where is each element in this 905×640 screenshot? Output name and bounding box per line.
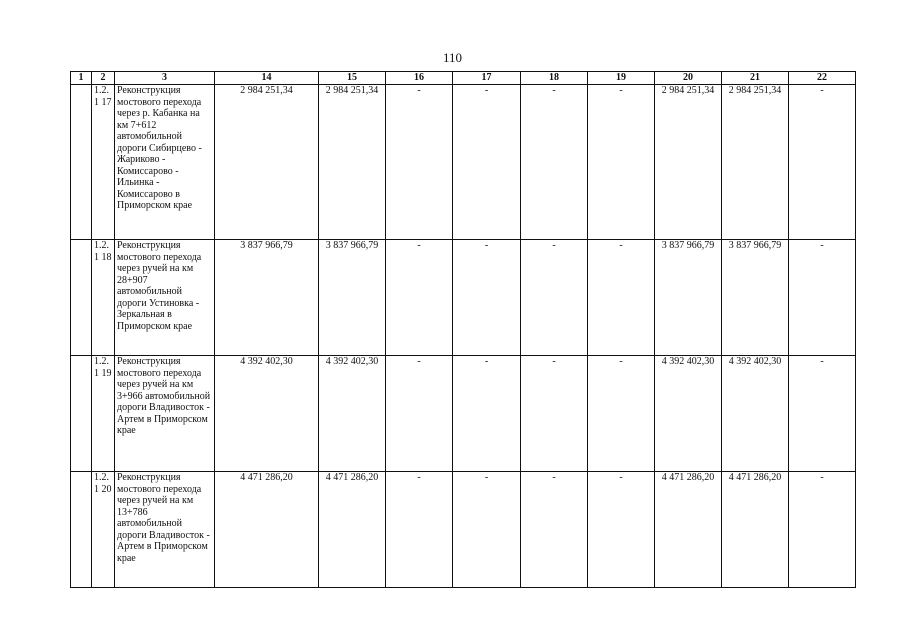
value-cell-14: 2 984 251,34	[215, 85, 319, 240]
column-header: 22	[789, 72, 856, 85]
value-cell-18: -	[521, 240, 588, 356]
item-code-cell: 1.2.1 18	[92, 240, 115, 356]
column-header: 1	[71, 72, 92, 85]
header-row	[71, 72, 856, 85]
value-cell-17: -	[453, 240, 521, 356]
value-cell-16: -	[386, 356, 453, 472]
column-header: 19	[588, 72, 655, 85]
row-index-cell	[71, 85, 92, 240]
item-name-cell: Реконструкция мостового перехода через р. Кабанка на км 7+612 автомобильной дороги Сибирцево - Жариково - Комиссарово - Ильинка - Комиссарово в Приморском крае	[115, 85, 215, 240]
item-code-cell: 1.2.1 20	[92, 472, 115, 588]
value-cell-15: 4 392 402,30	[319, 356, 386, 472]
column-header: 16	[386, 72, 453, 85]
value-cell-21: 3 837 966,79	[722, 240, 789, 356]
value-cell-20: 2 984 251,34	[655, 85, 722, 240]
column-header: 2	[92, 72, 115, 85]
table-row	[71, 85, 856, 240]
table-row	[71, 240, 856, 356]
value-cell-19: -	[588, 356, 655, 472]
value-cell-21: 4 392 402,30	[722, 356, 789, 472]
column-header: 14	[215, 72, 319, 85]
value-cell-20: 4 471 286,20	[655, 472, 722, 588]
value-cell-15: 4 471 286,20	[319, 472, 386, 588]
row-index-cell	[71, 472, 92, 588]
value-cell-22: -	[789, 472, 856, 588]
budget-table	[70, 71, 856, 588]
page-number: 110	[442, 50, 463, 65]
value-cell-20: 4 392 402,30	[655, 356, 722, 472]
column-header: 17	[453, 72, 521, 85]
value-cell-14: 3 837 966,79	[215, 240, 319, 356]
value-cell-17: -	[453, 85, 521, 240]
value-cell-20: 3 837 966,79	[655, 240, 722, 356]
value-cell-14: 4 392 402,30	[215, 356, 319, 472]
value-cell-17: -	[453, 356, 521, 472]
value-cell-21: 4 471 286,20	[722, 472, 789, 588]
column-header: 3	[115, 72, 215, 85]
item-name-cell: Реконструкция мостового перехода через ручей на км 3+966 автомобильной дороги Владивосток - Артем в Приморском крае	[115, 356, 215, 472]
value-cell-19: -	[588, 472, 655, 588]
table-row	[71, 356, 856, 472]
value-cell-17: -	[453, 472, 521, 588]
value-cell-15: 3 837 966,79	[319, 240, 386, 356]
item-name-cell: Реконструкция мостового перехода через ручей на км 28+907 автомобильной дороги Устиновка - Зеркальная в Приморском крае	[115, 240, 215, 356]
value-cell-21: 2 984 251,34	[722, 85, 789, 240]
item-code-cell: 1.2.1 19	[92, 356, 115, 472]
value-cell-18: -	[521, 85, 588, 240]
value-cell-15: 2 984 251,34	[319, 85, 386, 240]
row-index-cell	[71, 240, 92, 356]
column-header: 20	[655, 72, 722, 85]
value-cell-19: -	[588, 240, 655, 356]
table-row	[71, 472, 856, 588]
column-header: 21	[722, 72, 789, 85]
value-cell-22: -	[789, 240, 856, 356]
value-cell-22: -	[789, 85, 856, 240]
item-code-cell: 1.2.1 17	[92, 85, 115, 240]
column-header: 15	[319, 72, 386, 85]
value-cell-18: -	[521, 472, 588, 588]
row-index-cell	[71, 356, 92, 472]
item-name-cell: Реконструкция мостового перехода через ручей на км 13+786 автомобильной дороги Владивосток - Артем в Приморском крае	[115, 472, 215, 588]
value-cell-16: -	[386, 240, 453, 356]
value-cell-16: -	[386, 85, 453, 240]
value-cell-14: 4 471 286,20	[215, 472, 319, 588]
column-header: 18	[521, 72, 588, 85]
value-cell-19: -	[588, 85, 655, 240]
value-cell-16: -	[386, 472, 453, 588]
value-cell-18: -	[521, 356, 588, 472]
value-cell-22: -	[789, 356, 856, 472]
